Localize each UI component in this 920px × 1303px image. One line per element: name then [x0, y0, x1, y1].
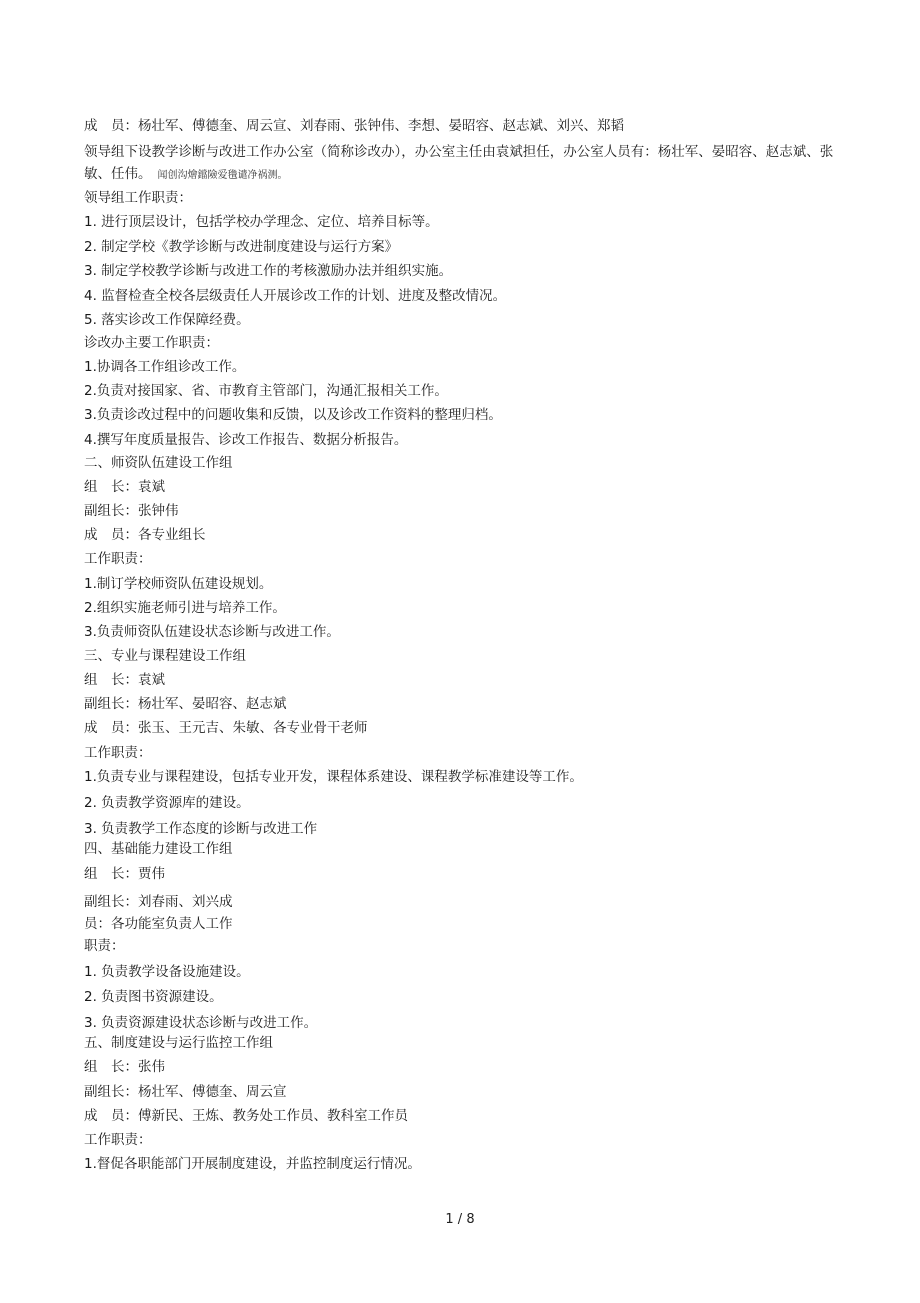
text-line: 1.制订学校师资队伍建设规划。 [84, 576, 273, 592]
section-heading: 五、制度建设与运行监控工作组 [84, 1035, 273, 1051]
text-line: 工作职责： [84, 745, 152, 761]
page-number: 1 / 8 [445, 1212, 475, 1227]
text-line [84, 141, 844, 187]
text-line: 组 长：袁斌 [84, 672, 165, 688]
text-line: 2. 负责图书资源建设。 [84, 989, 223, 1005]
text-line: 组 长：张伟 [84, 1059, 165, 1075]
small-note: 闻创沟燴鐺險爱氇谴净祸测。 [157, 170, 288, 181]
text-line: 副组长：杨壮军、晏昭容、赵志斌 [84, 696, 287, 712]
text-line: 成 员：傅新民、王炼、教务处工作员、教科室工作员 [84, 1108, 408, 1124]
section-heading: 三、专业与课程建设工作组 [84, 648, 246, 664]
text-line: 工作职责： [84, 1132, 152, 1148]
text-line: 1. 负责教学设备设施建设。 [84, 964, 250, 980]
text-line: 5. 落实诊改工作保障经费。 [84, 312, 250, 328]
text-line: 副组长：张钟伟 [84, 503, 179, 519]
text-line: 3.负责师资队伍建设状态诊断与改进工作。 [84, 624, 340, 640]
text-line: 职责： [84, 938, 125, 954]
text-line: 3. 负责资源建设状态诊断与改进工作。 [84, 1015, 318, 1031]
text-line: 成 员：各专业组长 [84, 527, 206, 543]
text-line: 1.督促各职能部门开展制度建设，并监控制度运行情况。 [84, 1156, 421, 1172]
text-line: 副组长：刘春雨、刘兴成 [84, 894, 233, 910]
text-line: 3. 制定学校教学诊断与改进工作的考核激励办法并组织实施。 [84, 263, 453, 279]
text-line: 成 员：杨壮军、傅德奎、周云宣、刘春雨、张钟伟、李想、晏昭容、赵志斌、刘兴、郑韬 [84, 118, 624, 134]
text-line: 1.协调各工作组诊改工作。 [84, 359, 246, 375]
text-line: 3.负责诊改过程中的问题收集和反馈，以及诊改工作资料的整理归档。 [84, 407, 502, 423]
section-heading: 四、基础能力建设工作组 [84, 841, 233, 857]
text-line: 2.组织实施老师引进与培养工作。 [84, 600, 286, 616]
text-line: 4.撰写年度质量报告、诊改工作报告、数据分析报告。 [84, 432, 408, 448]
text-line: 诊改办主要工作职责： [84, 335, 219, 351]
text-line: 2. 制定学校《教学诊断与改进制度建设与运行方案》 [84, 239, 399, 255]
text-line: 2.负责对接国家、省、市教育主管部门，沟通汇报相关工作。 [84, 383, 448, 399]
text-line: 员：各功能室负责人工作 [84, 916, 233, 932]
text-line: 1.负责专业与课程建设，包括专业开发，课程体系建设、课程教学标准建设等工作。 [84, 769, 583, 785]
text-line: 组 长：贾伟 [84, 866, 165, 882]
text-line: 4. 监督检查全校各层级责任人开展诊改工作的计划、进度及整改情况。 [84, 288, 507, 304]
text-line: 组 长：袁斌 [84, 479, 165, 495]
text-line: 2. 负责教学资源库的建设。 [84, 795, 250, 811]
section-heading: 二、师资队伍建设工作组 [84, 455, 233, 471]
text-line: 成 员：张玉、王元吉、朱敏、各专业骨干老师 [84, 720, 368, 736]
text-line: 工作职责： [84, 551, 152, 567]
text-line: 3. 负责教学工作态度的诊断与改进工作 [84, 821, 318, 837]
text-span: 领导组下设教学诊断与改进工作办公室（简称诊改办），办公室主任由袁斌担任，办公室人员有：杨壮军、晏昭容、赵志斌、张敏、任伟。 [84, 144, 834, 182]
text-line: 1. 进行顶层设计，包括学校办学理念、定位、培养目标等。 [84, 214, 439, 230]
text-line: 副组长：杨壮军、傅德奎、周云宣 [84, 1084, 287, 1100]
text-line: 领导组工作职责： [84, 190, 192, 206]
